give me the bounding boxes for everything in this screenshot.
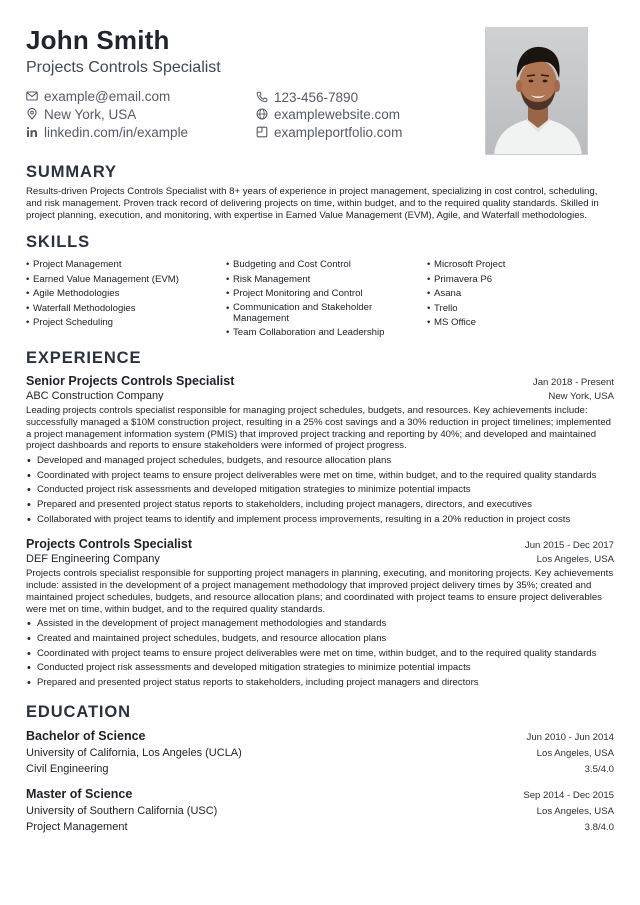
contact-phone[interactable] <box>256 89 358 107</box>
job-bullets <box>26 617 614 690</box>
education-header <box>26 786 614 803</box>
job-bullet: • Developed and managed project schedules, budgets, and resource allocation plans <box>26 454 614 469</box>
contact-linkedin[interactable] <box>26 124 188 142</box>
skill-item: • Primavera P6 <box>427 273 607 288</box>
summary-text: Results-driven Projects Controls Specialist with 8+ years of experience in project management, specializing in cost control, scheduling, and risk management. Proven track record of delivering projects on time, within budget, and to the required quality standards. Skilled in project planning, execution, and monitoring, with expertise in Earned Value Management (EVM), Agile, and Waterfall methodologies. <box>26 186 599 221</box>
job-location: Los Angeles, USA <box>536 554 614 566</box>
school-name: University of Southern California (USC) <box>26 805 218 818</box>
degree-name: Bachelor of Science <box>26 729 146 744</box>
job-entry <box>26 536 614 690</box>
skill-item: • MS Office <box>427 316 607 331</box>
mail-icon <box>26 90 38 102</box>
candidate-role: Projects Controls Specialist <box>26 59 221 76</box>
summary-section <box>26 162 614 222</box>
skill-item <box>226 302 396 326</box>
education-dates: Jun 2010 - Jun 2014 <box>526 732 614 744</box>
education-section <box>26 702 614 835</box>
education-school-row <box>26 803 614 819</box>
skill-item: • Trello <box>427 302 607 317</box>
gpa: 3.8/4.0 <box>584 822 614 834</box>
experience-heading: EXPERIENCE <box>26 349 142 367</box>
skill-item: • Waterfall Methodologies <box>26 302 222 317</box>
job-bullet: • Coordinated with project teams to ensure project deliverables were met on time, within budget, and to the required quality standards <box>26 469 614 484</box>
contact-email[interactable] <box>26 88 170 106</box>
skill-item: • Team Collaboration and Leadership <box>226 326 396 341</box>
job-company: ABC Construction Company <box>26 390 164 402</box>
skill-item-text: • Communication and Stakeholder Management <box>233 301 373 324</box>
experience-section <box>26 348 614 690</box>
skill-item: • Budgeting and Cost Control <box>226 258 396 273</box>
field-of-study: Civil Engineering <box>26 763 109 776</box>
contact-website[interactable] <box>256 106 400 124</box>
job-bullet: • Conducted project risk assessments and developed mitigation strategies to minimize potential impacts <box>26 661 614 676</box>
field-of-study: Project Management <box>26 821 128 834</box>
skill-item: • Project Management <box>26 258 222 273</box>
contact-website-text: examplewebsite.com <box>274 107 401 122</box>
job-subheader <box>26 389 614 404</box>
school-name: University of California, Los Angeles (UCLA) <box>26 747 242 760</box>
job-bullet: • Collaborated with project teams to identify and implement process improvements, resulting in a 20% reduction in project costs <box>26 513 614 528</box>
education-header <box>26 728 614 745</box>
skill-item: • Earned Value Management (EVM) <box>26 273 222 288</box>
education-field-row <box>26 819 614 835</box>
school-location: Los Angeles, USA <box>536 748 614 760</box>
summary-heading: SUMMARY <box>26 163 117 181</box>
job-bullet: • Assisted in the development of project management methodologies and standards <box>26 617 614 632</box>
contact-location <box>26 106 136 124</box>
job-entry <box>26 373 614 527</box>
job-bullet: • Coordinated with project teams to ensure project deliverables were met on time, within budget, and to the required quality standards <box>26 647 614 662</box>
job-company: DEF Engineering Company <box>26 553 160 566</box>
education-field-row <box>26 761 614 777</box>
skills-section <box>26 232 614 344</box>
globe-icon <box>256 108 268 120</box>
education-school-row <box>26 745 614 761</box>
skill-item: • Agile Methodologies <box>26 287 222 302</box>
location-pin-icon <box>26 108 38 120</box>
job-dates: Jun 2015 - Dec 2017 <box>524 540 614 552</box>
school-location: Los Angeles, USA <box>536 806 614 818</box>
skills-column-3 <box>427 258 607 331</box>
skill-item: • Project Scheduling <box>26 316 222 331</box>
profile-photo <box>485 27 588 155</box>
skills-grid <box>26 258 614 344</box>
skills-column-2 <box>226 258 396 340</box>
job-bullet: • Prepared and presented project status reports to stakeholders, including project managers and directors <box>26 676 614 691</box>
job-header <box>26 373 614 389</box>
education-entry <box>26 786 614 835</box>
skills-column-1 <box>26 258 222 331</box>
job-bullet: • Created and maintained project schedules, budgets, and resource allocation plans <box>26 632 614 647</box>
job-bullet: • Prepared and presented project status reports to stakeholders, including project managers, directors, and executives <box>26 498 614 513</box>
resume-header <box>26 24 614 162</box>
gpa: 3.5/4.0 <box>584 764 614 776</box>
skill-item: • Project Monitoring and Control <box>226 287 396 302</box>
contact-email-text: example@email.com <box>44 89 171 104</box>
education-entry <box>26 728 614 777</box>
candidate-name: John Smith <box>26 25 170 55</box>
phone-icon <box>256 91 268 103</box>
contact-portfolio[interactable] <box>256 124 402 142</box>
job-dates: Jan 2018 - Present <box>532 377 614 388</box>
contact-linkedin-text: linkedin.com/in/example <box>44 125 189 140</box>
job-bullet: • Conducted project risk assessments and developed mitigation strategies to minimize potential impacts <box>26 483 614 498</box>
job-description: Projects controls specialist responsible for supporting project managers in planning, executing, and monitoring projects. Key achievements include: assisted in the development of a project management methodology that improved project delivery times by 35%; created and maintained project schedules, budgets, and resource allocation plans; and coordinated with project teams to ensure project deliverables were met on time, within budget, and to the required quality standards. <box>26 568 614 615</box>
education-heading: EDUCATION <box>26 703 131 722</box>
job-title: Projects Controls Specialist <box>26 537 193 552</box>
skill-item: • Risk Management <box>226 273 396 288</box>
job-title: Senior Projects Controls Specialist <box>26 374 235 388</box>
job-location: New York, USA <box>548 391 614 402</box>
linkedin-icon <box>26 126 38 138</box>
contact-phone-text: 123-456-7890 <box>274 90 359 105</box>
resume-page <box>26 24 614 835</box>
job-header <box>26 536 614 552</box>
skills-heading: SKILLS <box>26 233 91 251</box>
degree-name: Master of Science <box>26 787 133 802</box>
portfolio-icon <box>256 126 268 138</box>
job-subheader <box>26 552 614 567</box>
job-bullets <box>26 454 614 527</box>
education-dates: Sep 2014 - Dec 2015 <box>523 790 614 802</box>
contact-location-text: New York, USA <box>44 107 137 122</box>
contact-portfolio-text: exampleportfolio.com <box>274 125 403 140</box>
skill-item: • Microsoft Project <box>427 258 607 273</box>
skill-item: • Asana <box>427 287 607 302</box>
job-description: Leading projects controls specialist responsible for managing project schedules, budgets, and resources. Key achievements include: successfully managed a $10M construction project, resulting in a 25% cost savings and a 30% reduction in project timelines; implemented a project management information system (PMIS) that improved project tracking and reporting by 40%; and developed and maintained project dashboards and reports to ensure stakeholders were informed of project progress. <box>26 405 611 452</box>
